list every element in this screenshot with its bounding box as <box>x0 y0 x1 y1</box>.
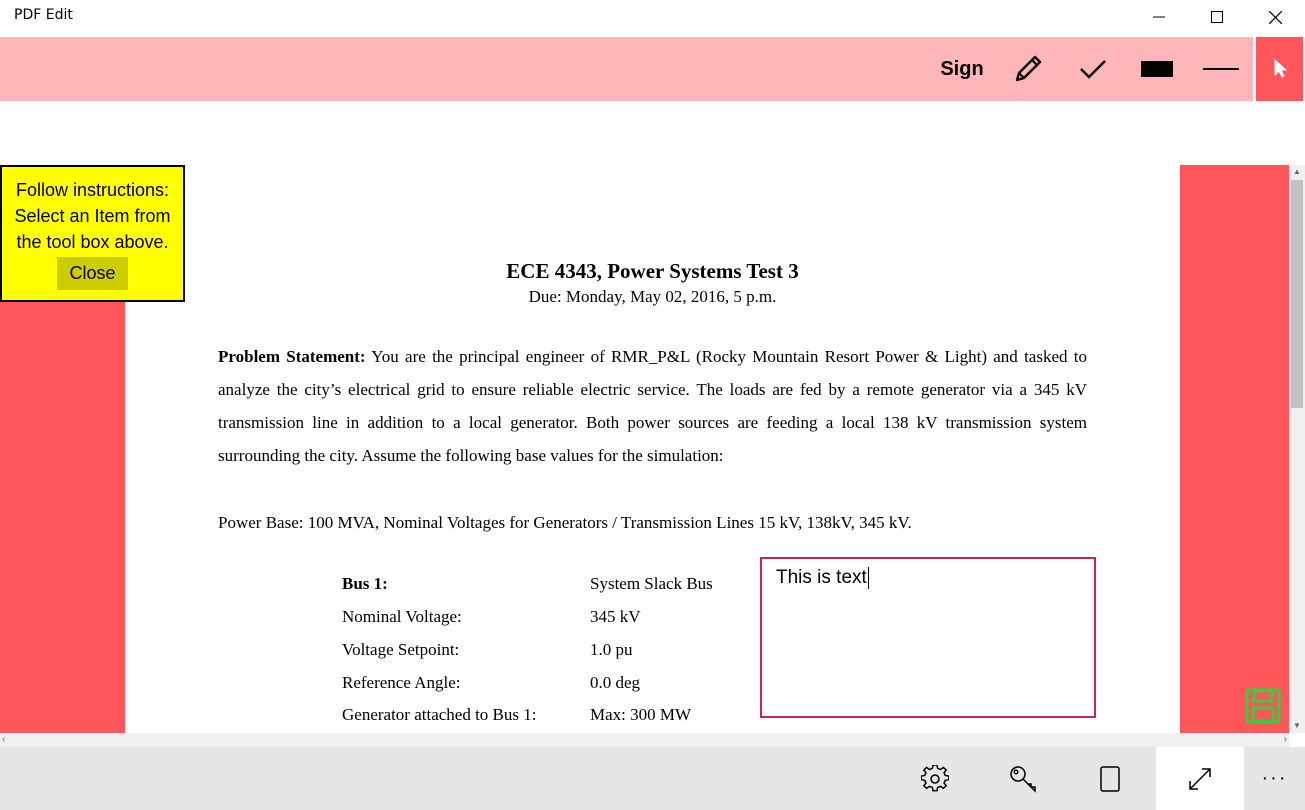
minimize-button[interactable] <box>1130 0 1188 34</box>
page-icon <box>1099 765 1121 793</box>
cursor-arrow-icon <box>1273 59 1287 79</box>
settings-button[interactable] <box>903 747 967 810</box>
bus-label: Generator attached to Bus 1: <box>342 705 537 724</box>
power-base-line: Power Base: 100 MVA, Nominal Voltages for Generators / Transmission Lines 15 kV, 138kV, 345 kV. <box>218 513 912 532</box>
key-button[interactable] <box>991 747 1055 810</box>
tool-box <box>0 37 1253 101</box>
title-bar <box>0 0 1305 34</box>
bus-label: Reference Angle: <box>342 673 461 692</box>
more-options-button[interactable]: ··· <box>1261 767 1288 789</box>
bus-value: 345 kV <box>590 607 641 626</box>
page-button[interactable] <box>1078 747 1142 810</box>
text-caret <box>868 567 869 589</box>
instruction-popup <box>0 165 185 302</box>
instruction-line: the tool box above. <box>16 232 169 252</box>
bus-label: Nominal Voltage: <box>342 607 462 626</box>
problem-statement-text: You are the principal engineer of RMR_P&L (Rocky Mountain Resort Power & Light) and tasked to analyze the city’s electrical grid to ensure reliable electric service. The loads are fed by a remote generator via a 345 kV transmission line in addition to a local generator. Both power sources are feeding a local 138 kV transmission system surrounding the city. Assume the following base values for the simulation: <box>218 347 1087 465</box>
checkmark-button[interactable] <box>1070 37 1116 101</box>
right-margin-panel <box>1180 165 1289 733</box>
bus-label: Voltage Setpoint: <box>342 640 460 659</box>
maximize-button[interactable] <box>1188 0 1246 34</box>
pdf-page[interactable] <box>125 165 1180 733</box>
rectangle-button[interactable] <box>1134 37 1180 101</box>
bus-value: System Slack Bus <box>590 574 713 593</box>
checkmark-icon <box>1079 58 1107 80</box>
pencil-icon <box>1011 52 1045 86</box>
horizontal-scrollbar[interactable] <box>0 733 1289 747</box>
bus-value: 0.0 deg <box>590 673 641 692</box>
close-window-button[interactable] <box>1246 0 1304 34</box>
key-icon <box>1009 765 1037 793</box>
save-floppy-icon <box>1245 688 1281 724</box>
save-button[interactable] <box>1245 688 1281 724</box>
problem-statement-label: Problem Statement: <box>218 347 366 366</box>
instruction-line: Follow instructions: <box>15 180 170 200</box>
select-cursor-button[interactable] <box>1256 37 1303 101</box>
expand-icon <box>1186 765 1214 793</box>
maximize-icon <box>1211 11 1223 23</box>
settings-gear-icon <box>921 765 949 793</box>
scroll-down-icon[interactable]: ▼ <box>1293 721 1301 730</box>
line-button[interactable] <box>1198 37 1244 101</box>
expand-button[interactable] <box>1156 747 1244 810</box>
document-due-date: Due: Monday, May 02, 2016, 5 p.m. <box>528 287 777 306</box>
scroll-up-icon[interactable]: ▲ <box>1293 167 1301 176</box>
text-annotation-value: This is text <box>776 567 867 589</box>
rectangle-icon <box>1140 60 1174 78</box>
document-title: ECE 4343, Power Systems Test 3 <box>506 259 799 283</box>
app-title: PDF Edit <box>14 7 73 23</box>
scroll-left-icon[interactable]: ‹ <box>2 734 6 745</box>
close-icon <box>1269 11 1282 24</box>
minimize-icon <box>1153 11 1165 23</box>
pencil-button[interactable] <box>1005 37 1051 101</box>
vertical-scrollbar[interactable] <box>1289 165 1305 733</box>
bus-label: Bus 1: <box>342 574 388 593</box>
problem-statement <box>218 340 1087 472</box>
text-annotation-box[interactable] <box>760 557 1096 718</box>
instruction-line: Select an Item from <box>14 206 171 226</box>
bus-value: 1.0 pu <box>590 640 633 659</box>
vertical-scroll-thumb[interactable] <box>1291 180 1303 408</box>
sign-button[interactable]: Sign <box>940 57 984 80</box>
bus-value: Max: 300 MW <box>590 705 692 724</box>
line-icon <box>1203 66 1239 72</box>
scroll-right-icon[interactable]: › <box>1283 734 1287 745</box>
popup-close-button[interactable]: Close <box>57 257 127 290</box>
